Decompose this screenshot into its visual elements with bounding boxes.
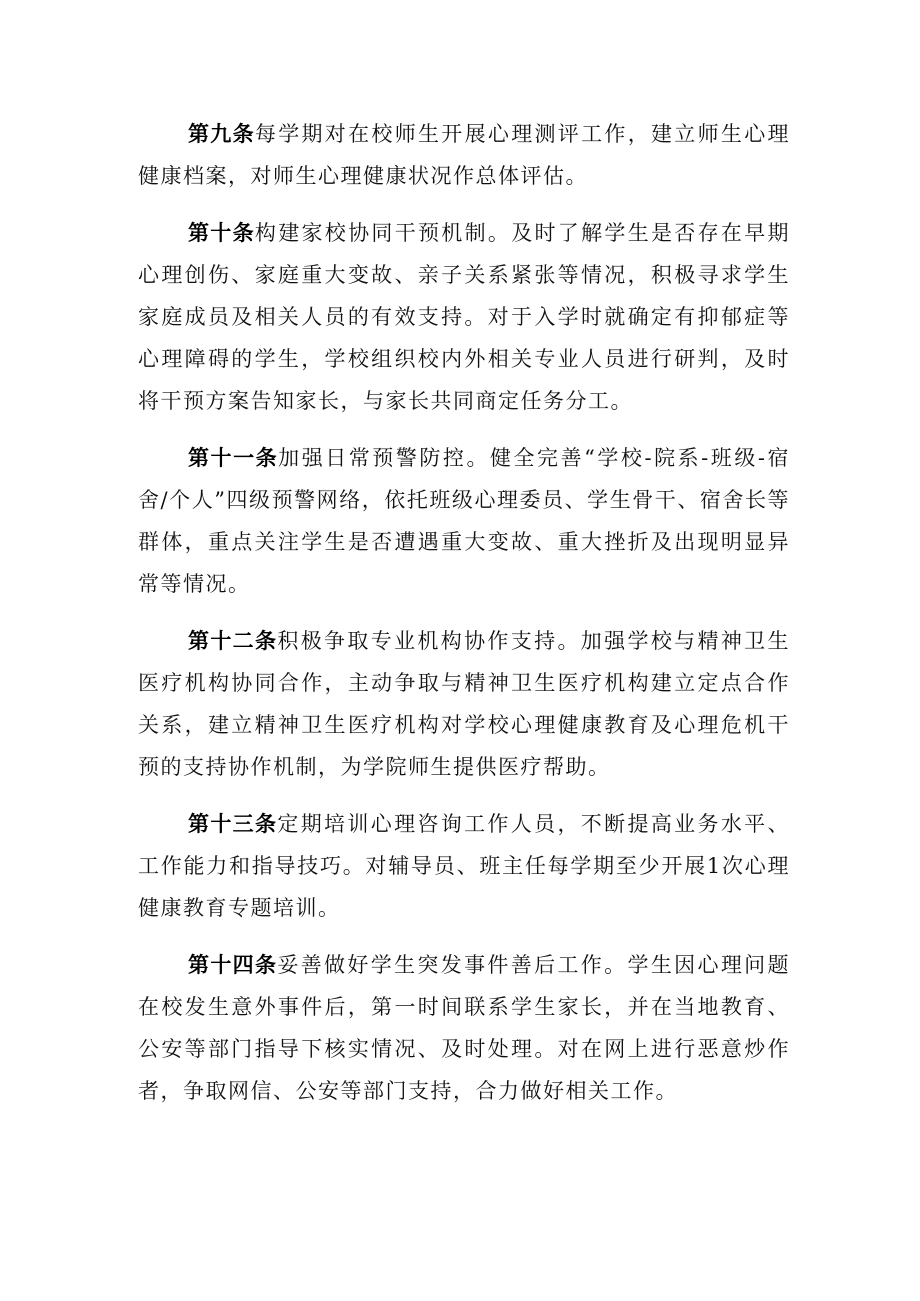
article-heading: 第九条: [188, 122, 255, 146]
article-heading: 第十四条: [188, 953, 278, 977]
article-heading: 第十二条: [188, 629, 278, 653]
article-heading: 第十三条: [188, 812, 278, 836]
article-text: 每学期对在校师生开展心理测评工作，建立师生心理健康档案，对师生心理健康状况作总体评估。: [138, 122, 791, 188]
article-14: [138, 944, 790, 1112]
article-9: [138, 113, 790, 197]
article-text: 妥善做好学生突发事件善后工作。学生因心理问题在校发生意外事件后，第一时间联系学生家长，并在当地教育、公安等部门指导下核实情况、及时处理。对在网上进行恶意炒作者，争取网信、公安等部门支持，合力做好相关工作。: [138, 953, 791, 1103]
article-13: [138, 803, 790, 929]
article-11: [138, 437, 790, 605]
article-heading: 第十条: [188, 221, 255, 245]
document-body: [138, 113, 790, 1127]
article-10: [138, 212, 790, 422]
article-heading: 第十一条: [188, 446, 279, 470]
article-text: 定期培训心理咨询工作人员，不断提高业务水平、工作能力和指导技巧。对辅导员、班主任每学期至少开展1次心理健康教育专题培训。: [138, 812, 791, 920]
article-text: 积极争取专业机构协作支持。加强学校与精神卫生医疗机构协同合作，主动争取与精神卫生医疗机构建立定点合作关系，建立精神卫生医疗机构对学校心理健康教育及心理危机干预的支持协作机制，为学院师生提供医疗帮助。: [138, 629, 791, 779]
article-12: [138, 620, 790, 788]
article-text: 加强日常预警防控。健全完善“学校-院系-班级-宿舍/个人”四级预警网络，依托班级心理委员、学生骨干、宿舍长等群体，重点关注学生是否遭遇重大变故、重大挫折及出现明显异常等情况。: [138, 446, 791, 596]
article-text: 构建家校协同干预机制。及时了解学生是否存在早期心理创伤、家庭重大变故、亲子关系紧张等情况，积极寻求学生家庭成员及相关人员的有效支持。对于入学时就确定有抑郁症等心理障碍的学生，学校组织校内外相关专业人员进行研判，及时将干预方案告知家长，与家长共同商定任务分工。: [138, 221, 791, 413]
